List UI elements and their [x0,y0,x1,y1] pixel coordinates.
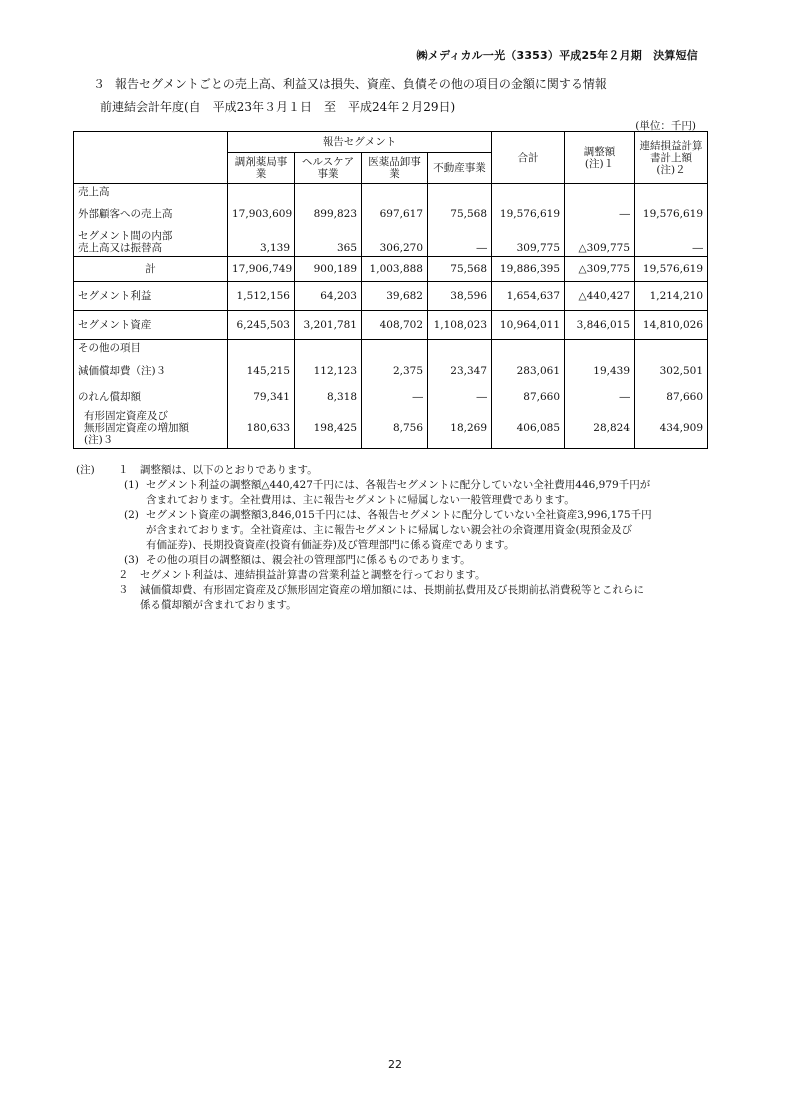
table-cell: 697,617 [362,200,428,228]
table-cell: 17,906,749 [228,257,295,282]
note-1-1-num: (1) [124,479,139,491]
row-label-external: 外部顧客への売上高 [74,200,228,228]
table-cell: 28,824 [565,408,635,449]
col-header-healthcare: ヘルスケア事業 [295,153,362,184]
table-cell: 75,568 [428,200,492,228]
row-label-capex-line1: 有形固定資産及び [84,410,168,422]
col-header-wholesale: 医薬品卸事業 [362,153,428,184]
col-header-pharmacy: 調剤薬局事業 [228,153,295,184]
table-cell: 8,756 [362,408,428,449]
table-cell: △309,775 [565,228,635,257]
table-cell: ― [362,386,428,408]
table-cell: 18,269 [428,408,492,449]
note-1-2 [76,508,716,523]
adjustment-header-line1: 調整額 [583,145,616,158]
document-header: ㈱メディカル一光（3353）平成25年２月期 決算短信 [416,49,698,62]
row-label-goodwill: のれん償却額 [74,386,228,408]
note-3-num: ３ [118,584,129,596]
table-row-capex [74,408,708,449]
table-cell: 23,347 [428,356,492,386]
table-row-subtotal [74,257,708,282]
table-cell: 1,512,156 [228,282,295,311]
note-1-1-line-a: セグメント利益の調整額△440,427千円には、各報告セグメントに配分していない全社費用446,979千円が [146,479,651,491]
row-label-capex-line2: 無形固定資産の増加額 [84,422,189,434]
table-cell: 75,568 [428,257,492,282]
table-cell: △440,427 [565,282,635,311]
note-2 [76,568,716,583]
table-cell: 10,964,011 [492,311,565,340]
notes-head: (注) [76,464,95,476]
row-label-subtotal: 計 [74,257,228,282]
corner-cell [74,132,228,184]
table-cell: 19,439 [565,356,635,386]
table-row-sales-heading [74,184,708,201]
row-label-assets: セグメント資産 [74,311,228,340]
table-cell: △309,775 [565,257,635,282]
footnotes [76,463,716,613]
section-title-text: 報告セグメントごとの売上高、利益又は損失、資産、負債その他の項目の金額に関する情報 [115,77,607,91]
table-row-depreciation [74,356,708,386]
section-number: ３ [93,77,106,91]
table-cell: 434,909 [635,408,708,449]
table-cell: 19,576,619 [492,200,565,228]
adjustment-header-line2: (注)１ [584,157,615,170]
table-cell: ― [565,200,635,228]
table-row-external [74,200,708,228]
table-cell: 198,425 [295,408,362,449]
row-label-capex [74,408,228,449]
table-row-assets [74,311,708,340]
table-cell: 180,633 [228,408,295,449]
table-cell: 145,215 [228,356,295,386]
note-1 [76,463,716,478]
note-1-3-line-a: その他の項目の調整額は、親会社の管理部門に係るものであります。 [146,554,471,566]
table-cell: 406,085 [492,408,565,449]
adjustment-header [565,132,635,184]
table-cell: 2,375 [362,356,428,386]
table-row-goodwill [74,386,708,408]
table-cell: 309,775 [492,228,565,257]
row-label-intersegment-line1: セグメント間の内部 [78,230,173,242]
note-1-3 [76,553,716,568]
table-cell: 17,903,609 [228,200,295,228]
row-label-intersegment-line2: 売上高又は振替高 [78,242,162,254]
table-cell: 14,810,026 [635,311,708,340]
table-cell: 3,139 [228,228,295,257]
note-1-num: １ [118,464,129,476]
consolidated-header-line1: 連結損益計算書計上額 [639,139,703,164]
table-cell: ― [428,228,492,257]
table-cell: ― [635,228,708,257]
row-label-profit: セグメント利益 [74,282,228,311]
table-cell: 899,823 [295,200,362,228]
fiscal-period: 前連結会計年度(自 平成23年３月１日 至 平成24年２月29日) [100,100,456,114]
note-1-2-num: (2) [124,509,139,521]
table-cell: 19,886,395 [492,257,565,282]
note-2-num: ２ [118,569,129,581]
col-header-realestate: 不動産事業 [428,153,492,184]
table-cell: 19,576,619 [635,257,708,282]
unit-label: (単位：千円) [635,120,696,132]
note-1-2-line-b: が含まれております。全社資産は、主に報告セグメントに帰属しない親会社の余資運用資金(現預金及び [146,524,633,536]
table-cell: 19,576,619 [635,200,708,228]
table-cell: 408,702 [362,311,428,340]
table-cell: 1,108,023 [428,311,492,340]
table-cell: 112,123 [295,356,362,386]
table-cell: 302,501 [635,356,708,386]
table-cell: ― [565,386,635,408]
table-cell: 87,660 [635,386,708,408]
table-row-profit [74,282,708,311]
note-1-1 [76,478,716,493]
table-cell: 64,203 [295,282,362,311]
note-1-3-num: (3) [124,554,139,566]
table-cell: 87,660 [492,386,565,408]
note-1-1-line-b: 含まれております。全社費用は、主に報告セグメントに帰属しない一般管理費であります。 [146,494,575,506]
note-1-2-line-c: 有価証券)、長期投資資産(投資有価証券)及び管理部門に係る資産であります。 [146,539,515,551]
table-cell: 6,245,503 [228,311,295,340]
table-cell: 365 [295,228,362,257]
table-row-intersegment [74,228,708,257]
page-number: 22 [388,1058,402,1071]
table-cell: 900,189 [295,257,362,282]
table-cell: 1,654,637 [492,282,565,311]
table-row-other-heading [74,340,708,357]
consolidated-header-line2: (注)２ [656,163,686,176]
segment-group-header: 報告セグメント [228,132,492,153]
consolidated-header [635,132,708,184]
table-cell: 79,341 [228,386,295,408]
total-header: 合計 [492,132,565,184]
table-cell: 39,682 [362,282,428,311]
table-cell: 3,201,781 [295,311,362,340]
row-label-intersegment [74,228,228,257]
table-cell: 306,270 [362,228,428,257]
note-3-line-b: 係る償却額が含まれております。 [140,599,297,611]
table-cell: 8,318 [295,386,362,408]
segment-table [73,131,708,449]
row-label-capex-line3: (注)３ [84,434,114,446]
sales-heading: 売上高 [74,184,228,201]
other-heading: その他の項目 [74,340,228,357]
table-cell: 38,596 [428,282,492,311]
table-cell: 3,846,015 [565,311,635,340]
row-label-depreciation: 減価償却費（注)３ [74,356,228,386]
table-cell: 283,061 [492,356,565,386]
note-3-line-a: 減価償却費、有形固定資産及び無形固定資産の増加額には、長期前払費用及び長期前払消費税等とこれらに [140,584,644,596]
section-title [93,75,607,92]
note-2-text: セグメント利益は、連結損益計算書の営業利益と調整を行っております。 [140,569,486,581]
note-3 [76,583,716,598]
table-cell: 1,214,210 [635,282,708,311]
table-cell: 1,003,888 [362,257,428,282]
table-cell: ― [428,386,492,408]
note-1-2-line-a: セグメント資産の調整額3,846,015千円には、各報告セグメントに配分していない全社資産3,996,175千円 [146,509,652,521]
note-1-text: 調整額は、以下のとおりであります。 [140,464,318,476]
